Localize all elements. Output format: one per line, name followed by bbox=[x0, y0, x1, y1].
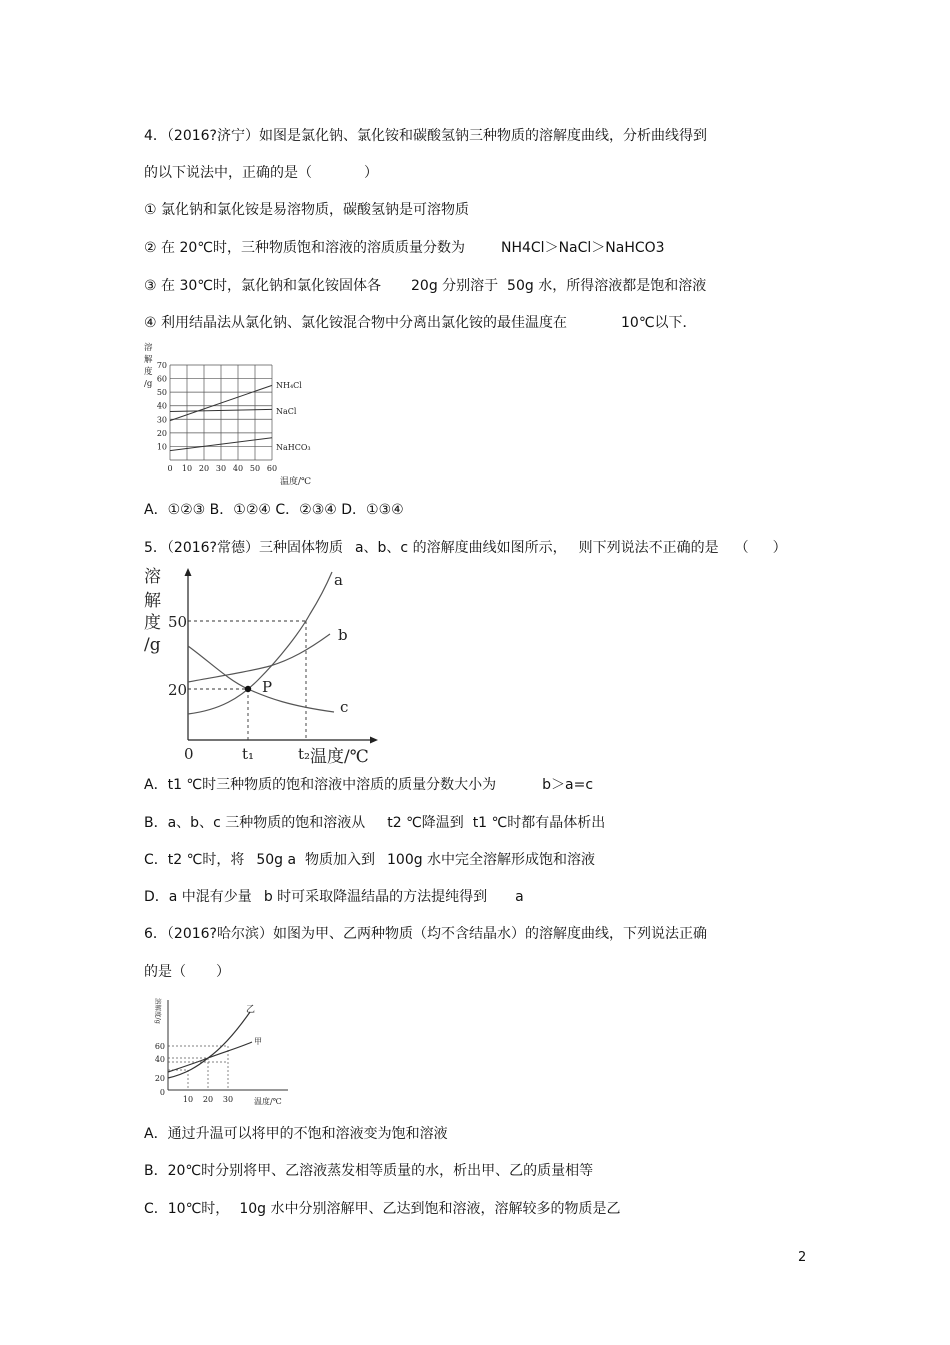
q5-stem-text3: 则下列说法不正确的是 bbox=[578, 540, 719, 556]
q4-xtick: 60 bbox=[266, 464, 278, 473]
q4-xtick: 20 bbox=[198, 464, 210, 473]
q6-stem-line2-text: 的是（ bbox=[144, 964, 186, 980]
q5-option-c-text: C．t2 ℃时，将 bbox=[144, 852, 245, 868]
q4-statement-1: ① 氯化钠和氯化铵是易溶物质，碳酸氢钠是可溶物质 bbox=[144, 202, 469, 218]
q4-answer-bracket-close: ） bbox=[364, 165, 378, 181]
q6-option-b: B．20℃时分别将甲、乙溶液蒸发相等质量的水，析出甲、乙的质量相等 bbox=[144, 1163, 594, 1179]
q5-label-c: c bbox=[340, 698, 349, 716]
q4-xlabel: 温度/℃ bbox=[280, 477, 312, 487]
q5-option-b-text2: t2 ℃降温到 t1 ℃时都有晶体析出 bbox=[387, 815, 606, 831]
q4-statement-4-text: ④ 利用结晶法从氯化钠、氯化铵混合物中分离出氯化铵的最佳温度在 bbox=[144, 315, 567, 331]
q5-stem bbox=[144, 538, 787, 558]
q4-xtick: 10 bbox=[181, 464, 193, 473]
q5-stem-text2: a、b、c 的溶解度曲线如图所示， bbox=[354, 540, 567, 556]
q5-option-b bbox=[144, 813, 605, 833]
q5-option-c bbox=[144, 850, 595, 870]
q4-ytick: 40 bbox=[156, 401, 167, 411]
q4-stem-line2-text: 的以下说法中，正确的是（ bbox=[144, 165, 312, 181]
q6-ytick-20: 20 bbox=[154, 1074, 165, 1083]
q4-statement-3 bbox=[144, 276, 706, 296]
q4-statement-2-order: NH4Cl＞NaCl＞NaHCO3 bbox=[501, 240, 665, 256]
q5-bracket-open: （ bbox=[734, 540, 749, 556]
q5-option-b-text: B．a、b、c 三种物质的饱和溶液从 bbox=[144, 815, 366, 831]
q5-ylabel-2: 度 bbox=[144, 613, 161, 633]
q4-statement-2 bbox=[144, 238, 665, 258]
q4-ytick: 20 bbox=[156, 428, 167, 438]
q5-ylabel-3: /g bbox=[144, 635, 161, 655]
q4-ylabel-3: /g bbox=[144, 379, 153, 389]
q4-xtick: 30 bbox=[215, 464, 227, 473]
q6-xtick-10: 10 bbox=[182, 1095, 194, 1104]
q5-xtick-0: 0 bbox=[184, 745, 194, 763]
q4-ytick: 10 bbox=[156, 442, 167, 452]
q5-ytick-50: 50 bbox=[168, 613, 188, 631]
q4-ytick: 70 bbox=[156, 361, 167, 370]
q5-xtick-t1: t₁ bbox=[242, 745, 255, 763]
q6-label-jia: 甲 bbox=[254, 1037, 262, 1046]
q5-solubility-chart bbox=[140, 562, 390, 772]
q4-stem-line1: 4．（2016?济宁）如图是氯化钠、氯化铵和碳酸氢钠三种物质的溶解度曲线，分析曲线得到 bbox=[144, 128, 707, 144]
q5-option-d bbox=[144, 887, 524, 907]
q4-statement-4-temp: 10℃以下． bbox=[621, 315, 697, 331]
q6-stem-line1: 6．（2016?哈尔滨）如图为甲、乙两种物质（均不含结晶水）的溶解度曲线，下列说法正确 bbox=[144, 926, 707, 942]
q6-xtick-30: 30 bbox=[222, 1095, 234, 1104]
q5-x-axis-arrow bbox=[370, 737, 378, 744]
q4-stem-line2 bbox=[144, 163, 378, 183]
q5-option-a-order: b＞a=c bbox=[542, 777, 594, 793]
q5-ylabel-1: 解 bbox=[144, 591, 161, 611]
q6-curve-jia bbox=[168, 1042, 252, 1072]
q5-point-p bbox=[245, 686, 251, 692]
q4-ylabel-2: 度 bbox=[144, 367, 153, 377]
q5-ylabel-0: 溶 bbox=[144, 567, 161, 587]
q5-curve-b bbox=[188, 634, 330, 682]
q4-statement-2-text: ② 在 20℃时，三种物质饱和溶液的溶质质量分数为 bbox=[144, 240, 465, 256]
q4-solubility-chart bbox=[140, 340, 320, 494]
q5-option-c-text3: 100g 水中完全溶解形成饱和溶液 bbox=[387, 852, 596, 868]
q5-bracket-close: ） bbox=[772, 540, 787, 556]
q4-legend-nacl: NaCl bbox=[276, 407, 297, 416]
q5-option-d-text: D．a 中混有少量 bbox=[144, 889, 252, 905]
q4-statement-3-text: ③ 在 30℃时，氯化钠和氯化铵固体各 bbox=[144, 278, 381, 294]
q5-option-d-text3: a bbox=[515, 889, 524, 905]
q6-ytick-0: 0 bbox=[159, 1088, 165, 1097]
q4-statement-4 bbox=[144, 313, 697, 333]
q5-y-axis-arrow bbox=[185, 568, 192, 576]
q6-stem-line2 bbox=[144, 962, 230, 982]
q4-ytick: 50 bbox=[156, 388, 167, 398]
q4-legend-nahco3: NaHCO₃ bbox=[276, 443, 311, 452]
q5-xtick-t2: t₂ bbox=[298, 745, 311, 763]
q5-option-d-text2: b 时可采取降温结晶的方法提纯得到 bbox=[263, 889, 488, 905]
q5-label-a: a bbox=[334, 571, 343, 589]
q4-legend-nh4cl: NH₄Cl bbox=[276, 381, 302, 390]
q6-label-yi: 乙 bbox=[246, 1005, 256, 1015]
q6-option-c-text: C．10℃时， bbox=[144, 1201, 230, 1217]
q6-ytick-40: 40 bbox=[154, 1055, 165, 1064]
q6-option-c-text2: 10g 水中分别溶解甲、乙达到饱和溶液，溶解较多的物质是乙 bbox=[239, 1201, 621, 1217]
q6-xtick-20: 20 bbox=[202, 1095, 214, 1104]
q6-ytick-60: 60 bbox=[154, 1042, 165, 1051]
q5-stem-text1: 5．（2016?常德）三种固体物质 bbox=[144, 540, 343, 556]
q4-xtick: 0 bbox=[167, 464, 173, 473]
q6-option-c bbox=[144, 1199, 620, 1219]
q6-bracket-close: ） bbox=[216, 964, 230, 980]
q5-ytick-20: 20 bbox=[168, 681, 188, 699]
q5-label-b: b bbox=[338, 626, 348, 644]
q5-curve-c bbox=[188, 646, 334, 712]
q6-ylabel: 溶解度/g bbox=[154, 998, 162, 1024]
q4-statement-3-text2: 20g 分别溶于 50g 水，所得溶液都是饱和溶液 bbox=[411, 278, 707, 294]
q5-option-a bbox=[144, 775, 593, 795]
q4-ytick: 60 bbox=[156, 374, 167, 384]
page-number: 2 bbox=[798, 1250, 807, 1265]
q4-ylabel-1: 解 bbox=[144, 355, 153, 365]
q4-options: A．①②③ B．①②④ C．②③④ D．①③④ bbox=[144, 502, 404, 518]
q5-xlabel: 温度/℃ bbox=[310, 747, 369, 767]
q4-xtick: 40 bbox=[232, 464, 244, 473]
q6-solubility-chart bbox=[146, 994, 296, 1116]
q4-grid bbox=[170, 365, 272, 460]
q5-point-label: P bbox=[262, 678, 273, 696]
q4-ylabel-0: 溶 bbox=[144, 343, 153, 353]
q5-curve-a bbox=[188, 572, 332, 714]
q4-ytick: 30 bbox=[156, 415, 167, 425]
q4-xtick: 50 bbox=[249, 464, 261, 473]
q6-xlabel: 温度/℃ bbox=[254, 1097, 282, 1106]
q5-option-c-text2: 50g a 物质加入到 bbox=[256, 852, 375, 868]
q5-option-a-text: A．t1 ℃时三种物质的饱和溶液中溶质的质量分数大小为 bbox=[144, 777, 497, 793]
q6-option-a: A．通过升温可以将甲的不饱和溶液变为饱和溶液 bbox=[144, 1126, 448, 1142]
